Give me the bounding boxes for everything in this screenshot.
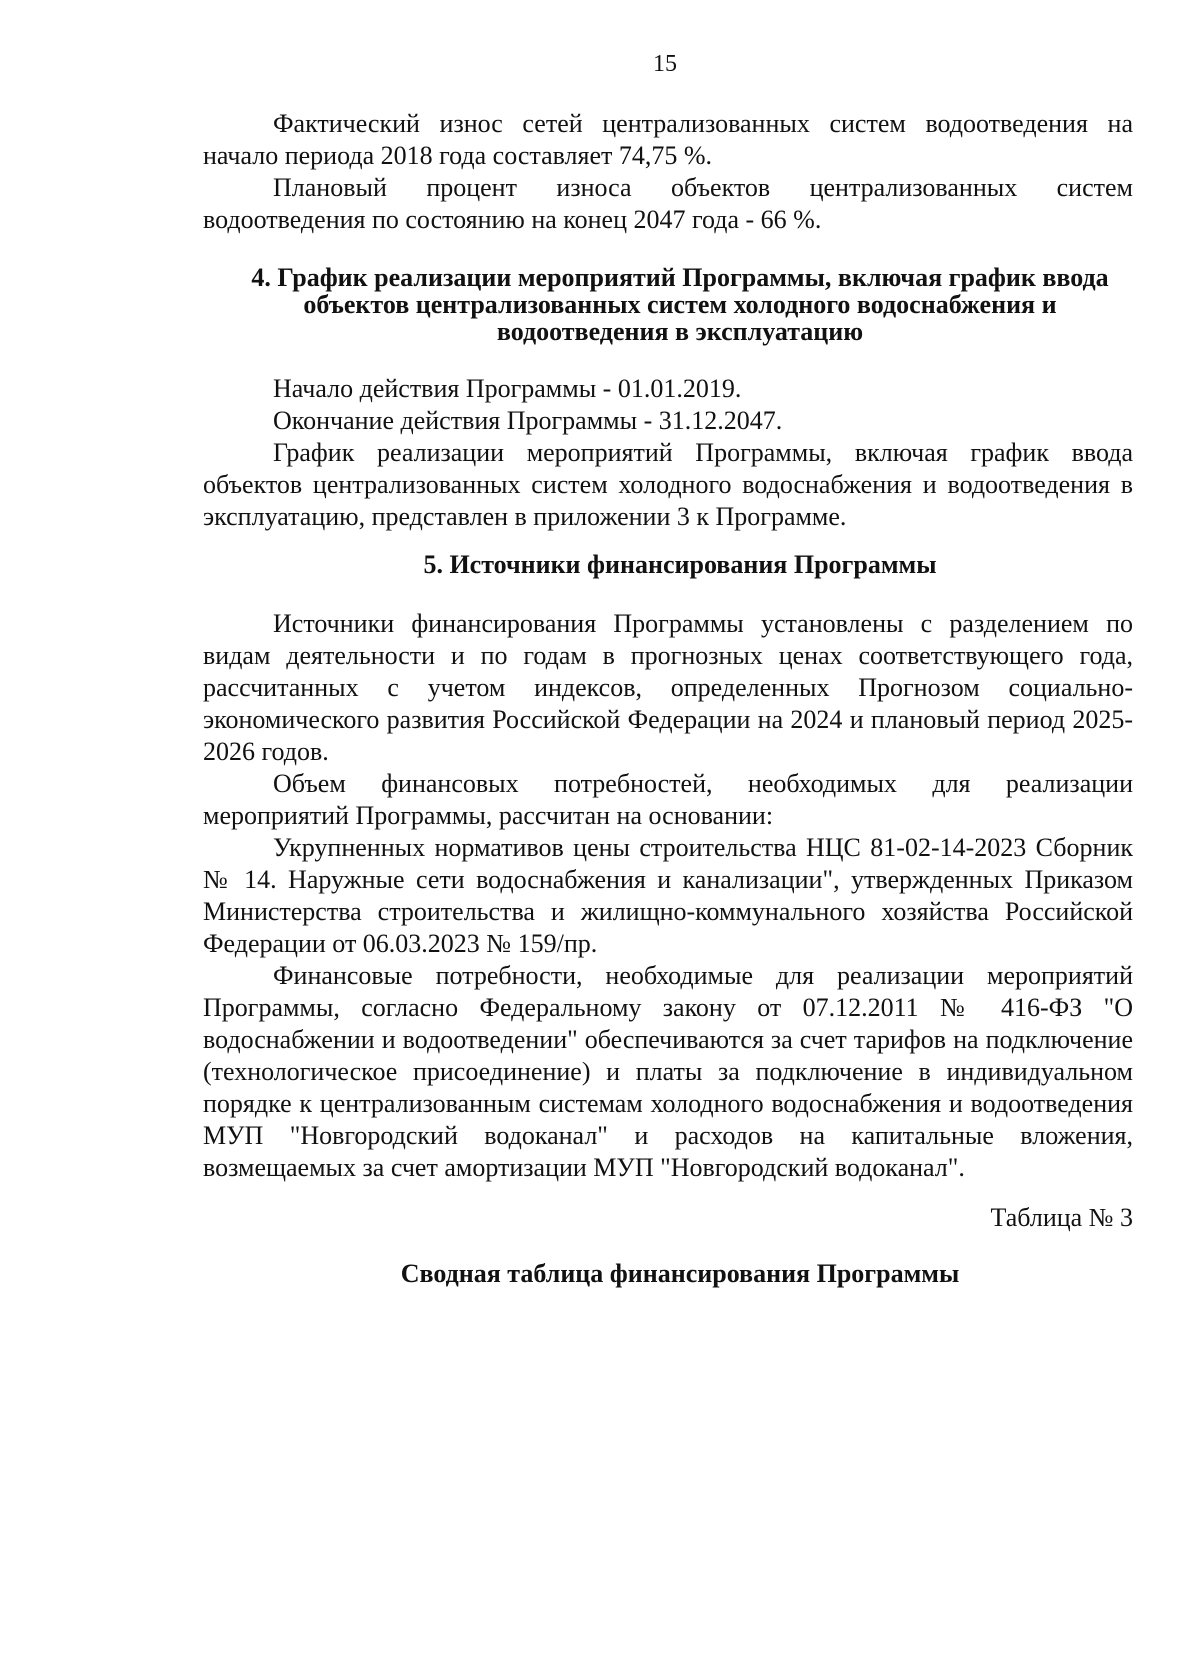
- section-5-heading: 5. Источники финансирования Программы: [423, 550, 937, 579]
- table-title: Сводная таблица финансирования Программы: [400, 1259, 960, 1288]
- section-4-paragraph-1: Начало действия Программы - 01.01.2019.: [273, 374, 742, 403]
- page-number: 15: [653, 51, 677, 77]
- section-5-paragraph-2: Объем финансовых потребностей, необходимых для реализации мероприятий Программы, рассчитан на основании:: [203, 769, 1133, 830]
- intro-paragraph-2: Плановый процент износа объектов централизованных систем водоотведения по состоянию на конец 2047 года - 66 %.: [203, 173, 1133, 234]
- intro-paragraph-1: Фактический износ сетей централизованных систем водоотведения на начало периода 2018 года составляет 74,75 %.: [203, 109, 1133, 170]
- page-content: [203, 108, 1133, 1290]
- section-5-paragraph-4: Финансовые потребности, необходимые для реализации мероприятий Программы, согласно Федеральному закону от 07.12.2011 № 416-ФЗ "О водоснабжении и водоотведении" обеспечиваются за счет тарифов на подключение (технологическое присоединение) и платы за подключение в индивидуальном порядке к централизованным системам холодного водоснабжения и водоотведения МУП "Новгородский водоканал" и расходов на капитальные вложения, возмещаемых за счет амортизации МУП "Новгородский водоканал".: [203, 961, 1133, 1182]
- section-5-paragraph-3: Укрупненных нормативов цены строительства НЦС 81-02-14-2023 Сборник № 14. Наружные сети водоснабжения и канализации", утвержденных Приказом Министерства строительства и жилищно-коммунального хозяйства Российской Федерации от 06.03.2023 № 159/пр.: [203, 833, 1133, 958]
- section-4-paragraph-2: Окончание действия Программы - 31.12.2047.: [273, 406, 783, 435]
- section-4-heading: 4. График реализации мероприятий Программы, включая график ввода объектов централизованных систем холодного водоснабжения и водоотведения в эксплуатацию: [251, 263, 1109, 346]
- section-4-paragraph-3: График реализации мероприятий Программы, включая график ввода объектов централизованных систем холодного водоснабжения и водоотведения в эксплуатацию, представлен в приложении 3 к Программе.: [203, 438, 1133, 531]
- table-label: Таблица № 3: [990, 1203, 1133, 1232]
- section-5-paragraph-1: Источники финансирования Программы установлены с разделением по видам деятельности и по годам в прогнозных ценах соответствующего года, рассчитанных с учетом индексов, определенных Прогнозом социально-экономического развития Российской Федерации на 2024 и плановый период 2025-2026 годов.: [203, 609, 1133, 766]
